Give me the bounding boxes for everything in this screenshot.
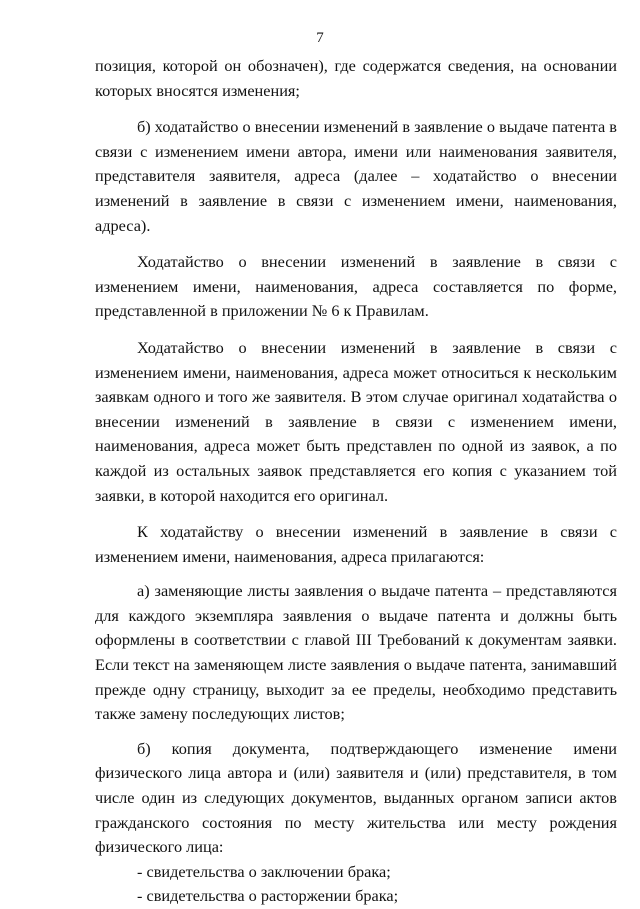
paragraph-item-b-document-copy: б) копия документа, подтверждающего изменение имени физического лица автора и (или) заявителя и (или) представителя, в том числе один из следующих документов, выданных органом записи актов гражданского состояния по месту жительства или месту рождения физического лица:: [95, 738, 617, 857]
paragraph-petition-form: Ходатайство о внесении изменений в заявление в связи с изменением имени, наименования, адреса составляется по форме, представленной в приложении № 6 к Правилам.: [95, 252, 617, 321]
document-body: [95, 54, 617, 909]
paragraph-multiple-applications: Ходатайство о внесении изменений в заявление в связи с изменением имени, наименования, адреса может относиться к нескольким заявкам одного и того же заявителя. В этом случае оригинал ходатайства о внесении изменений в заявление в связи с изменением имени, наименования, адреса может быть представлен по одной из заявок, а по каждой из остальных заявок представляется его копия с указанием той заявки, в которой находится его оригинал.: [95, 337, 617, 505]
list-item: - свидетельства о расторжении брака;: [137, 886, 399, 906]
paragraph-item-a-replacement-sheets: а) заменяющие листы заявления о выдаче патента – представляются для каждого экземпляра заявления о выдаче патента и должны быть оформлены в соответствии с главой III Требований к документам заявки. Если текст на заменяющем листе заявления о выдаче патента, занимавший прежде одну страницу, выходит за ее пределы, необходимо представить также замену последующих листов;: [95, 581, 617, 724]
page-number: 7: [316, 30, 324, 46]
paragraph-attachments-intro: К ходатайству о внесении изменений в заявление в связи с изменением имени, наименования, адреса прилагаются:: [95, 522, 617, 566]
paragraph-continuation: позиция, которой он обозначен), где содержатся сведения, на основании которых вносятся изменения;: [95, 56, 617, 100]
paragraph-item-b-petition: б) ходатайство о внесении изменений в заявление о выдаче патента в связи с изменением имени автора, имени или наименования заявителя, представителя заявителя, адреса (далее – ходатайство о внесении изменений в заявление в связи с изменением имени, наименования, адреса).: [95, 117, 617, 235]
list-item: - свидетельства о заключении брака;: [137, 861, 391, 881]
